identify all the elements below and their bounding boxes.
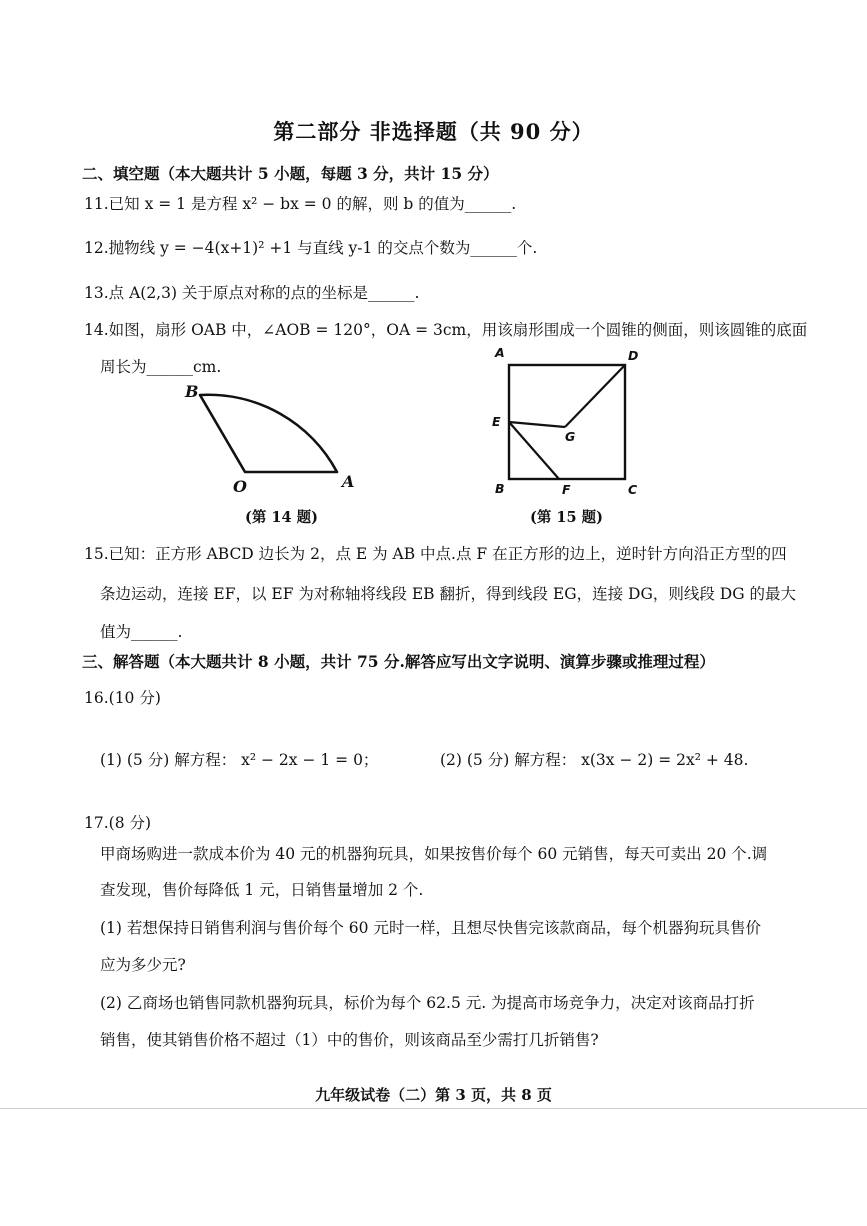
question-17-header: 17.(8 分) [84, 814, 152, 832]
fig15-label-a: A [495, 345, 505, 360]
question-15-line-1: 15.已知：正方形 ABCD 边长为 2，点 E 为 AB 中点.点 F 在正方形的边上，逆时针方向沿正方型的四 [84, 545, 787, 563]
section-3-heading: 三、解答题（本大题共计 8 小题，共计 75 分.解答应写出文字说明、演算步骤或推理过程） [82, 652, 715, 671]
segment-ef [509, 422, 559, 479]
figure-14-caption: (第 14 题) [245, 509, 318, 526]
question-15-line-2: 条边运动，连接 EF，以 EF 为对称轴将线段 EB 翻折，得到线段 EG，连接 DG，则线段 DG 的最大 [100, 585, 797, 603]
figure-15-caption: (第 15 题) [530, 509, 603, 526]
section-2-heading: 二、填空题（本大题共计 5 小题，每题 3 分，共计 15 分） [82, 164, 499, 183]
question-17-sub-1b: 应为多少元? [100, 956, 186, 974]
fig14-label-a: A [342, 472, 355, 491]
question-16-part-1: (1) (5 分) 解方程： x² − 2x − 1 = 0； [100, 751, 379, 769]
fig14-label-o: O [233, 477, 247, 496]
question-16-part-2: (2) (5 分) 解方程： x(3x − 2) = 2x² + 48. [440, 751, 749, 769]
fig15-label-f: F [562, 482, 571, 497]
question-16-header: 16.(10 分) [84, 689, 161, 707]
fig15-label-c: C [628, 482, 638, 497]
question-13: 13.点 A(2,3) 关于原点对称的点的坐标是______. [84, 284, 420, 302]
question-17-para-1: 甲商场购进一款成本价为 40 元的机器狗玩具，如果按售价每个 60 元销售，每天可卖出 20 个.调 [100, 845, 768, 863]
segment-eg [509, 422, 565, 427]
question-17-para-2: 查发现，售价每降低 1 元，日销售量增加 2 个. [100, 881, 424, 899]
sector-outline [200, 395, 337, 472]
fig15-label-b: B [495, 481, 505, 496]
question-17-sub-1a: (1) 若想保持日销售利润与售价每个 60 元时一样，且想尽快售完该款商品，每个机器狗玩具售价 [100, 919, 761, 937]
fig15-label-d: D [628, 348, 639, 363]
question-15-line-3: 值为______. [100, 623, 183, 641]
segment-gd [565, 365, 625, 427]
fig14-label-b: B [185, 382, 199, 401]
figure-15-square [500, 355, 635, 490]
fig15-label-e: E [492, 414, 501, 429]
fig15-label-g: G [565, 429, 576, 444]
question-17-sub-2b: 销售，使其销售价格不超过（1）中的售价，则该商品至少需打几折销售? [100, 1031, 599, 1049]
question-14-line-1: 14.如图，扇形 OAB 中，∠AOB = 120°，OA = 3cm，用该扇形围成一个圆锥的侧面，则该圆锥的底面 [84, 321, 808, 339]
question-12: 12.抛物线 y = −4(x+1)² +1 与直线 y-1 的交点个数为______个. [84, 239, 538, 257]
question-17-sub-2a: (2) 乙商场也销售同款机器狗玩具，标价为每个 62.5 元. 为提高市场竞争力，决定对该商品打折 [100, 994, 755, 1012]
figure-14-sector [180, 375, 360, 495]
footer-divider [0, 1108, 867, 1109]
page-footer: 九年级试卷（二）第 3 页，共 8 页 [315, 1086, 552, 1104]
question-11: 11.已知 x = 1 是方程 x² − bx = 0 的解，则 b 的值为______. [84, 195, 517, 213]
page-title: 第二部分 非选择题（共 90 分） [273, 119, 594, 144]
question-14-line-2: 周长为______cm. [100, 358, 222, 376]
